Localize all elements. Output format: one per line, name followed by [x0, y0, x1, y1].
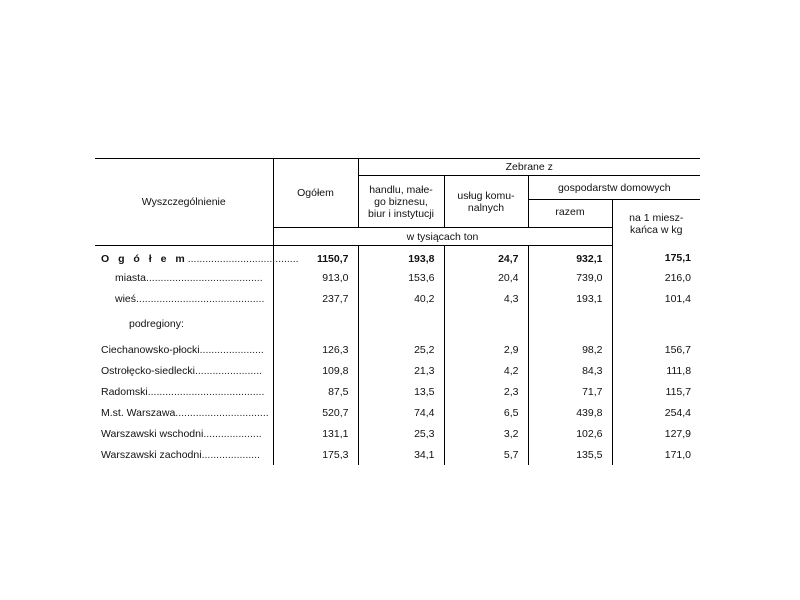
row-leader-dots: ....................	[201, 448, 260, 461]
cell-total: 87,5	[273, 381, 358, 402]
cell-per-capita: 156,7	[612, 339, 700, 360]
cell-households	[528, 309, 612, 339]
cell-municipal: 4,2	[444, 360, 528, 381]
header-municipal-column: usług komu- nalnych	[444, 176, 528, 228]
row-label	[95, 309, 273, 339]
cell-per-capita: 111,8	[612, 360, 700, 381]
table-row	[95, 339, 700, 360]
row-label-text: Warszawski zachodni	[101, 448, 202, 461]
table-body	[95, 246, 700, 466]
cell-municipal: 4,3	[444, 288, 528, 309]
row-label	[95, 360, 273, 381]
row-label	[95, 339, 273, 360]
row-label	[95, 402, 273, 423]
row-label	[95, 288, 273, 309]
cell-total: 913,0	[273, 267, 358, 288]
row-leader-dots: ........................................	[147, 385, 265, 398]
header-unit-row: w tysiącach ton	[273, 228, 612, 246]
cell-total: 520,7	[273, 402, 358, 423]
header-label-column: Wyszczególnienie	[95, 159, 273, 246]
cell-municipal: 2,9	[444, 339, 528, 360]
table-row	[95, 444, 700, 465]
table-row	[95, 360, 700, 381]
row-label-text: Ciechanowsko-płocki	[101, 343, 200, 356]
table-row	[95, 423, 700, 444]
cell-trade: 25,2	[358, 339, 444, 360]
row-label	[95, 423, 273, 444]
row-leader-dots: ....................	[203, 427, 262, 440]
cell-trade: 34,1	[358, 444, 444, 465]
cell-municipal: 2,3	[444, 381, 528, 402]
header-households-group: gospodarstw domowych	[528, 176, 700, 200]
cell-households: 739,0	[528, 267, 612, 288]
cell-per-capita: 175,1	[612, 246, 700, 268]
cell-households: 98,2	[528, 339, 612, 360]
cell-households: 84,3	[528, 360, 612, 381]
cell-per-capita: 101,4	[612, 288, 700, 309]
table-row	[95, 309, 700, 339]
table-row	[95, 246, 700, 268]
cell-households: 135,5	[528, 444, 612, 465]
cell-per-capita: 171,0	[612, 444, 700, 465]
cell-households: 102,6	[528, 423, 612, 444]
cell-per-capita: 254,4	[612, 402, 700, 423]
row-leader-dots: ................................	[175, 406, 269, 419]
cell-total: 109,8	[273, 360, 358, 381]
cell-trade: 13,5	[358, 381, 444, 402]
row-label	[95, 381, 273, 402]
cell-municipal	[444, 309, 528, 339]
row-label	[95, 267, 273, 288]
row-leader-dots: ......................	[199, 343, 264, 356]
cell-per-capita: 115,7	[612, 381, 700, 402]
table-row	[95, 381, 700, 402]
header-per-capita: na 1 miesz- kańca w kg	[612, 200, 700, 246]
cell-municipal: 24,7	[444, 246, 528, 268]
cell-municipal: 6,5	[444, 402, 528, 423]
row-label-text: M.st. Warszawa	[101, 406, 176, 419]
cell-per-capita: 127,9	[612, 423, 700, 444]
waste-table	[95, 158, 700, 465]
row-label-text: miasta	[115, 271, 146, 284]
row-label-text: Ostrołęcko-siedlecki	[101, 364, 195, 377]
cell-households: 193,1	[528, 288, 612, 309]
table-row	[95, 288, 700, 309]
cell-total: 1150,7	[273, 246, 358, 268]
cell-trade: 153,6	[358, 267, 444, 288]
cell-households: 71,7	[528, 381, 612, 402]
row-label	[95, 444, 273, 465]
row-label-text: Radomski	[101, 385, 148, 398]
cell-trade: 40,2	[358, 288, 444, 309]
cell-trade: 193,8	[358, 246, 444, 268]
header-trade-column: handlu, małe- go biznesu, biur i instytucji	[358, 176, 444, 228]
cell-households: 439,8	[528, 402, 612, 423]
cell-total: 237,7	[273, 288, 358, 309]
cell-municipal: 3,2	[444, 423, 528, 444]
row-leader-dots: ............................................	[136, 292, 265, 305]
header-collected-group: Zebrane z	[358, 159, 700, 176]
cell-total	[273, 309, 358, 339]
table-row	[95, 402, 700, 423]
header-total-column: Ogółem	[273, 159, 358, 228]
row-leader-dots: ......................................	[187, 252, 299, 265]
table-row	[95, 267, 700, 288]
row-label-text: O g ó ł e m	[101, 252, 188, 265]
table-header	[95, 159, 700, 246]
cell-trade: 21,3	[358, 360, 444, 381]
cell-municipal: 5,7	[444, 444, 528, 465]
cell-households: 932,1	[528, 246, 612, 268]
row-label-text: podregiony:	[129, 318, 184, 330]
cell-trade: 74,4	[358, 402, 444, 423]
cell-per-capita: 216,0	[612, 267, 700, 288]
cell-total: 131,1	[273, 423, 358, 444]
row-leader-dots: ........................................	[145, 271, 263, 284]
cell-per-capita	[612, 309, 700, 339]
row-label-text: Warszawski wschodni	[101, 427, 204, 440]
row-label-text: wieś	[115, 292, 137, 305]
header-households-total: razem	[528, 200, 612, 228]
cell-trade: 25,3	[358, 423, 444, 444]
cell-municipal: 20,4	[444, 267, 528, 288]
cell-trade	[358, 309, 444, 339]
cell-total: 126,3	[273, 339, 358, 360]
cell-total: 175,3	[273, 444, 358, 465]
row-leader-dots: .......................	[194, 364, 263, 377]
row-label	[95, 246, 299, 268]
